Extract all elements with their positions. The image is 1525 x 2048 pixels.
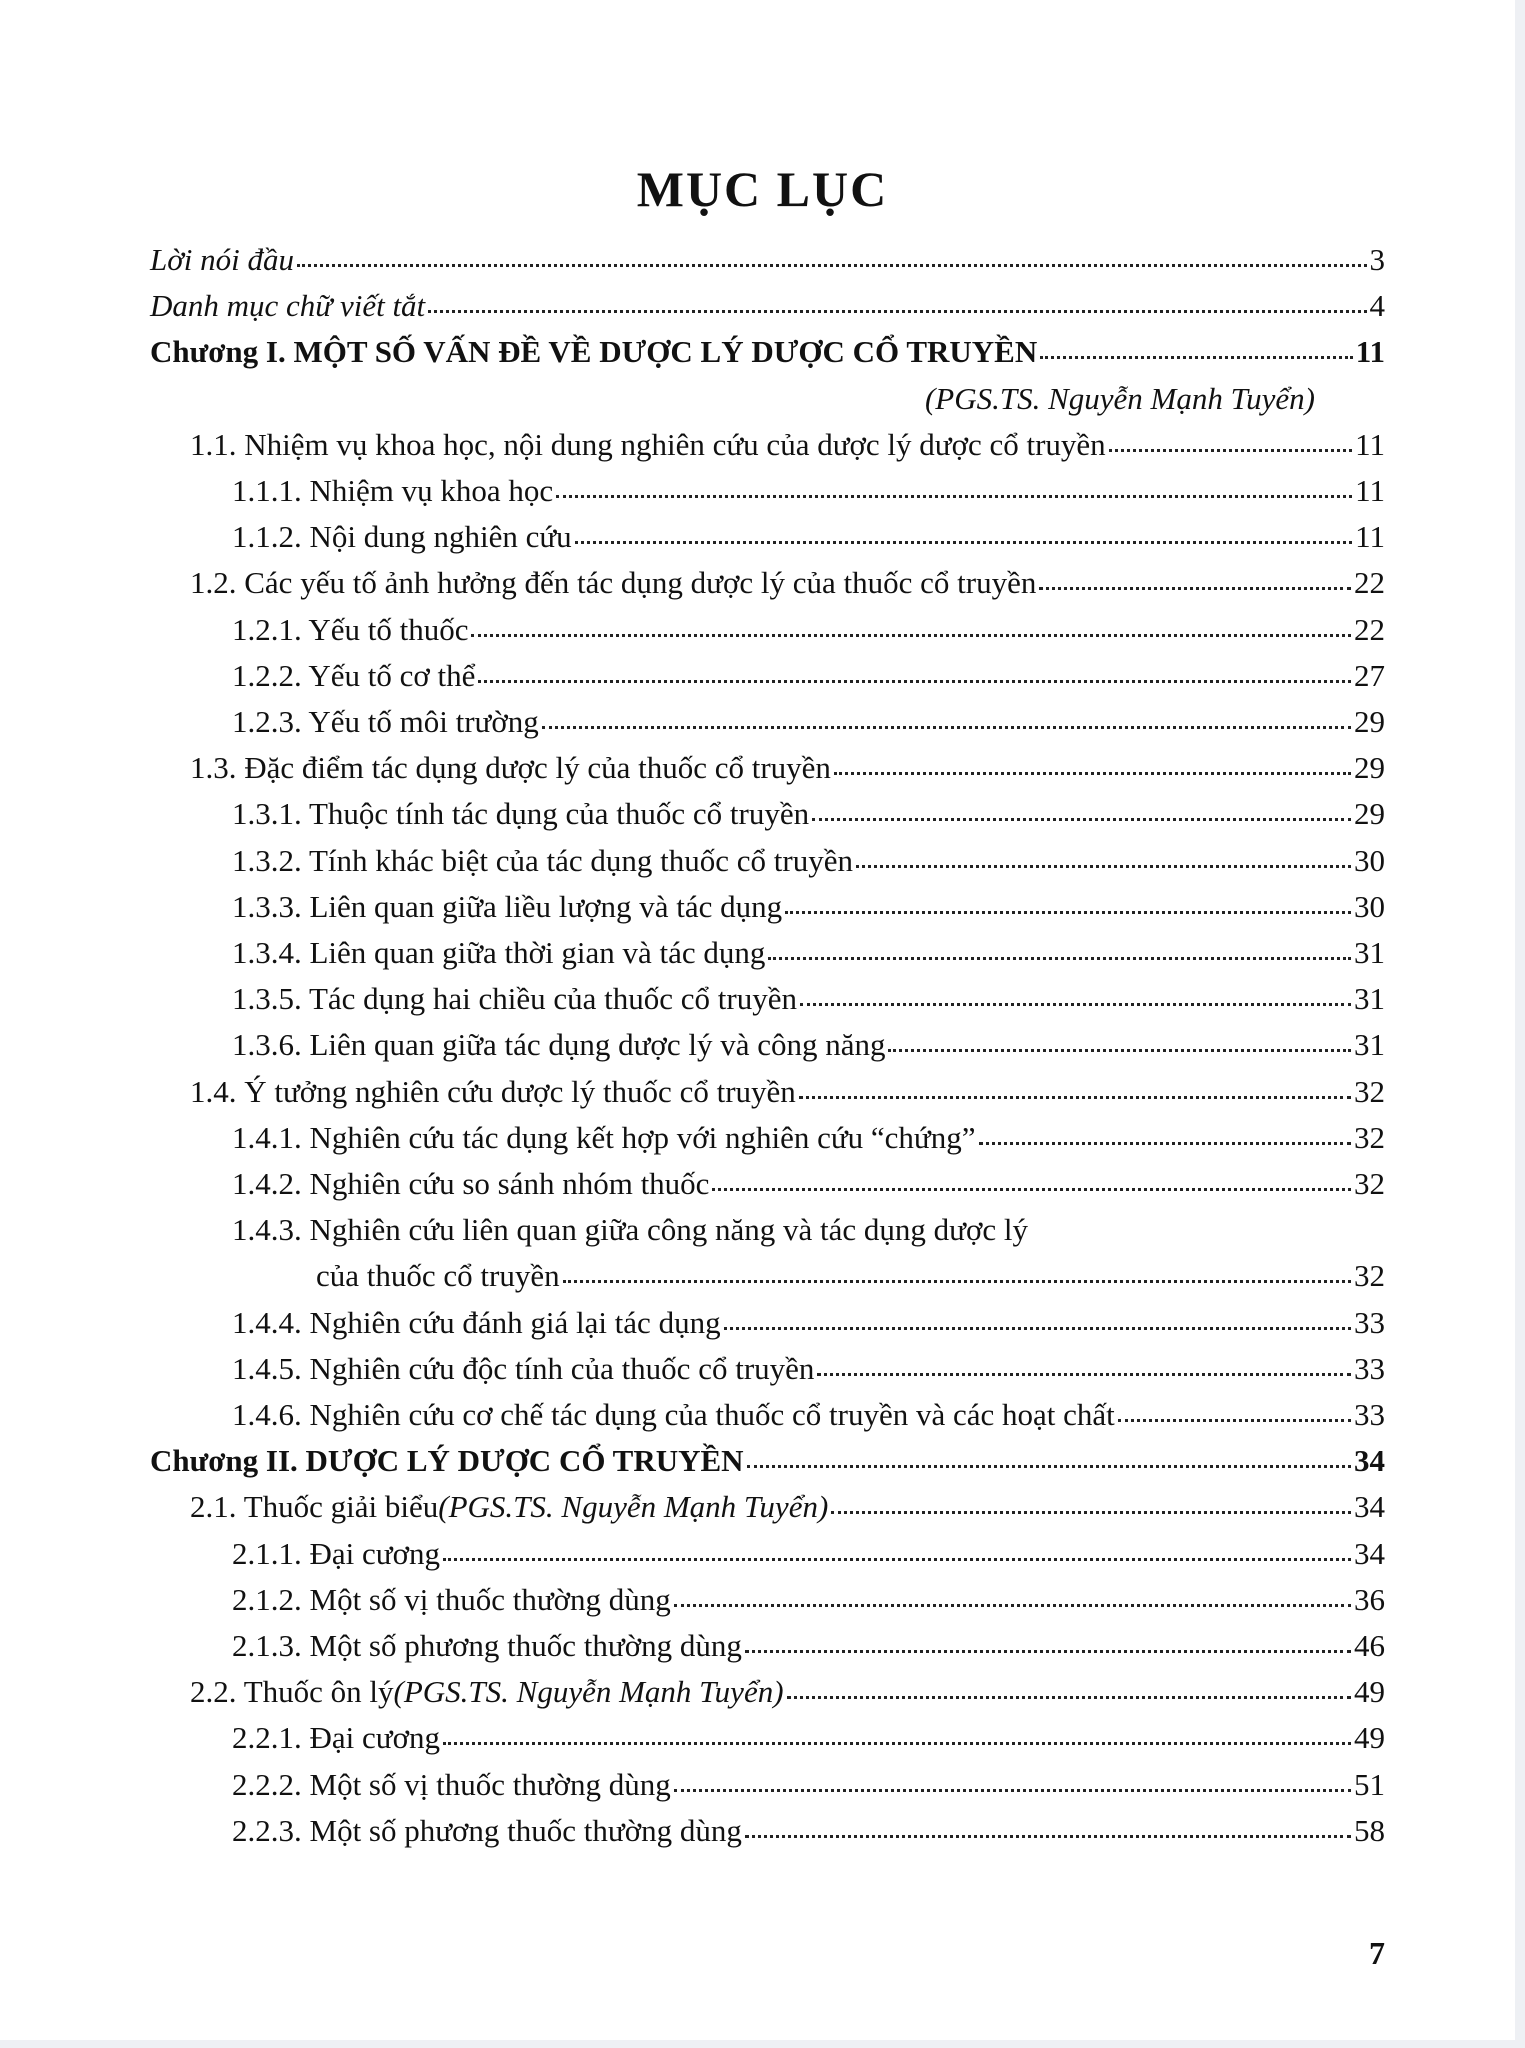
toc-entry[interactable]	[316, 1258, 1385, 1304]
toc-entry[interactable]	[232, 473, 1385, 519]
toc-entry[interactable]	[190, 1489, 1385, 1535]
toc-entry[interactable]	[232, 889, 1385, 935]
dot-leader	[575, 541, 1352, 544]
dot-leader	[979, 1142, 1352, 1145]
dot-leader	[471, 634, 1351, 637]
toc-entry-label: Chương II. DƯỢC LÝ DƯỢC CỔ TRUYỀN	[150, 1443, 744, 1479]
toc-entry[interactable]	[232, 1582, 1385, 1628]
toc-entry[interactable]	[232, 1397, 1385, 1443]
dot-leader	[724, 1327, 1351, 1330]
dot-leader	[787, 1696, 1351, 1699]
toc-page-number: 32	[1354, 1073, 1385, 1109]
toc-page-number: 49	[1354, 1674, 1385, 1710]
toc-page-number: 11	[1355, 426, 1385, 462]
dot-leader	[1039, 587, 1351, 590]
toc-entry-label: 2.2. Thuốc ôn lý	[190, 1674, 394, 1710]
dot-leader	[785, 911, 1351, 914]
toc-entry-label: 1.4.2. Nghiên cứu so sánh nhóm thuốc	[232, 1166, 710, 1201]
toc-page-number: 34	[1354, 1489, 1385, 1525]
toc-page-number: 34	[1354, 1443, 1385, 1479]
page-title: MỤC LỤC	[636, 161, 889, 217]
dot-leader	[834, 772, 1351, 775]
toc-page-number: 33	[1354, 1304, 1385, 1340]
toc-entry-label: 1.4.4. Nghiên cứu đánh giá lại tác dụng	[232, 1304, 721, 1340]
dot-leader	[831, 1511, 1351, 1514]
dot-leader	[674, 1604, 1351, 1607]
toc-page-number: 49	[1354, 1720, 1385, 1756]
toc-entry[interactable]	[150, 242, 1385, 288]
dot-leader	[712, 1188, 1351, 1191]
dot-leader	[1118, 1419, 1351, 1422]
toc-entry[interactable]	[232, 519, 1385, 565]
scan-edge	[1515, 0, 1525, 2048]
toc-page-number: 29	[1354, 750, 1385, 786]
toc-page-number: 29	[1354, 704, 1385, 739]
toc-entry[interactable]	[232, 935, 1385, 981]
toc-entry-label: 1.2.2. Yếu tố cơ thể	[232, 657, 476, 693]
toc-page-number: 4	[1369, 288, 1385, 324]
dot-leader	[443, 1742, 1351, 1745]
toc-entry[interactable]	[232, 1027, 1385, 1073]
dot-leader	[563, 1280, 1351, 1283]
toc-entry[interactable]	[232, 843, 1385, 889]
toc-entry-label: 2.1. Thuốc giải biểu	[190, 1489, 439, 1525]
toc-page-number: 34	[1354, 1535, 1385, 1571]
dot-leader	[745, 1835, 1351, 1838]
toc-entry-label: 2.1.1. Đại cương	[232, 1535, 440, 1571]
dot-leader	[817, 1373, 1351, 1376]
toc-entry[interactable]	[232, 1351, 1385, 1397]
toc-entry[interactable]	[150, 288, 1385, 334]
toc-entry[interactable]	[190, 565, 1385, 611]
toc-page-number: 36	[1354, 1581, 1385, 1617]
dot-leader	[542, 726, 1351, 729]
toc-page-number: 30	[1354, 888, 1385, 924]
dot-leader	[745, 1650, 1351, 1653]
toc-page-number: 11	[1355, 519, 1385, 555]
toc-entry[interactable]	[232, 1212, 1385, 1258]
toc-page-number: 27	[1354, 657, 1385, 693]
toc-entry-label: 1.3.5. Tác dụng hai chiều của thuốc cổ truyền	[232, 981, 797, 1017]
toc-entry-label: 1.2.3. Yếu tố môi trường	[232, 704, 539, 739]
toc-page-number: 58	[1354, 1812, 1385, 1848]
toc-page-number: 29	[1354, 796, 1385, 832]
toc-chapter-entry[interactable]	[150, 334, 1385, 380]
toc-page-number: 11	[1355, 334, 1385, 370]
toc-entry-label: 1.4. Ý tưởng nghiên cứu dược lý thuốc cổ truyền	[190, 1073, 796, 1109]
toc-page-number: 31	[1354, 1027, 1385, 1063]
toc-page-number: 22	[1354, 611, 1385, 647]
toc-entry[interactable]	[232, 704, 1385, 750]
toc-entry-label: Lời nói đầu	[150, 242, 295, 277]
toc-entry[interactable]	[190, 1074, 1385, 1120]
toc-entry[interactable]	[232, 612, 1385, 658]
toc-entry-label: 1.3.4. Liên quan giữa thời gian và tác dụng	[232, 935, 766, 970]
dot-leader	[1109, 449, 1352, 452]
toc-entry[interactable]	[190, 427, 1385, 473]
toc-entry[interactable]	[232, 658, 1385, 704]
page-number: 7	[1369, 1935, 1385, 1971]
toc-entry-label: 1.2. Các yếu tố ảnh hưởng đến tác dụng dược lý của thuốc cổ truyền	[190, 565, 1037, 601]
toc-chapter-entry[interactable]	[150, 1443, 1385, 1489]
toc-page-number: 46	[1354, 1628, 1385, 1663]
dot-leader	[856, 865, 1351, 868]
toc-entry-author: (PGS.TS. Nguyễn Mạnh Tuyển)	[393, 1674, 784, 1710]
toc-entry-label: 1.3.1. Thuộc tính tác dụng của thuốc cổ truyền	[232, 796, 810, 832]
toc-page-number: 32	[1354, 1166, 1385, 1201]
dot-leader	[443, 1558, 1351, 1561]
toc-entry-label: 1.1. Nhiệm vụ khoa học, nội dung nghiên cứu của dược lý dược cổ truyền	[190, 426, 1106, 462]
toc-entry-label: 1.3.6. Liên quan giữa tác dụng dược lý và công năng	[232, 1027, 886, 1063]
toc-entry[interactable]	[232, 1813, 1385, 1859]
scan-edge-bottom	[0, 2040, 1525, 2048]
toc-entry-label: 1.4.3. Nghiên cứu liên quan giữa công năng và tác dụng dược lý	[232, 1212, 1028, 1248]
toc-page-number: 11	[1355, 473, 1385, 508]
toc-entry-label: 1.3.2. Tính khác biệt của tác dụng thuốc cổ truyền	[232, 842, 853, 878]
dot-leader	[768, 957, 1351, 960]
toc-entry[interactable]	[232, 1120, 1385, 1166]
toc-entry[interactable]	[190, 750, 1385, 796]
dot-leader	[800, 1003, 1351, 1006]
toc-entry-label: 1.3. Đặc điểm tác dụng dược lý của thuốc cổ truyền	[190, 750, 831, 786]
toc-entry[interactable]	[232, 1166, 1385, 1212]
toc-entry[interactable]	[232, 1536, 1385, 1582]
toc-entry-label: 2.2.3. Một số phương thuốc thường dùng	[232, 1812, 742, 1848]
toc-entry-label: 1.4.5. Nghiên cứu độc tính của thuốc cổ truyền	[232, 1350, 815, 1386]
toc-entry-label: Chương I. MỘT SỐ VẤN ĐỀ VỀ DƯỢC LÝ DƯỢC CỔ TRUYỀN	[150, 334, 1038, 370]
dot-leader	[556, 495, 1352, 498]
toc-page-number: 30	[1354, 842, 1385, 878]
toc-entry-label: 1.4.6. Nghiên cứu cơ chế tác dụng của thuốc cổ truyền và các hoạt chất	[232, 1397, 1115, 1432]
dot-leader	[812, 818, 1351, 821]
toc-page-number: 32	[1354, 1119, 1385, 1155]
toc-entry-label: 1.1.1. Nhiệm vụ khoa học	[232, 473, 554, 508]
dot-leader	[1040, 356, 1352, 359]
toc-page-number: 31	[1354, 935, 1385, 970]
toc-entry-author: (PGS.TS. Nguyễn Mạnh Tuyển)	[438, 1489, 829, 1525]
dot-leader	[888, 1049, 1351, 1052]
toc-entry[interactable]	[232, 1305, 1385, 1351]
dot-leader	[428, 310, 1366, 313]
toc-page-number: 3	[1369, 242, 1385, 277]
toc-page-number: 22	[1354, 565, 1385, 601]
toc-page-number: 33	[1354, 1397, 1385, 1432]
chapter-author: (PGS.TS. Nguyễn Mạnh Tuyển)	[924, 380, 1315, 416]
toc-entry-label: 2.1.3. Một số phương thuốc thường dùng	[232, 1628, 742, 1663]
toc-page-number: 31	[1354, 981, 1385, 1017]
toc-entry-label: 2.2.2. Một số vị thuốc thường dùng	[232, 1766, 671, 1802]
toc-entry-label: 1.1.2. Nội dung nghiên cứu	[232, 519, 572, 555]
toc-entry[interactable]	[232, 981, 1385, 1027]
toc-entry[interactable]	[190, 1674, 1385, 1720]
dot-leader	[297, 264, 1366, 267]
toc-entry-label: 1.2.1. Yếu tố thuốc	[232, 611, 469, 647]
dot-leader	[478, 680, 1351, 683]
toc-entry-label: Danh mục chữ viết tắt	[150, 288, 426, 324]
toc-entry-label: 2.1.2. Một số vị thuốc thường dùng	[232, 1581, 671, 1617]
toc-entry[interactable]	[232, 1628, 1385, 1674]
toc-page-number: 51	[1354, 1766, 1385, 1802]
toc-entry[interactable]	[232, 1720, 1385, 1766]
toc-entry[interactable]	[232, 796, 1385, 842]
toc-entry-label: 1.4.1. Nghiên cứu tác dụng kết hợp với nghiên cứu “chứng”	[232, 1119, 976, 1155]
toc-page-number: 33	[1354, 1350, 1385, 1386]
dot-leader	[799, 1096, 1351, 1099]
dot-leader	[747, 1465, 1351, 1468]
toc-entry-label: 1.3.3. Liên quan giữa liều lượng và tác dụng	[232, 888, 783, 924]
toc-entry-label: của thuốc cổ truyền	[316, 1258, 560, 1294]
toc-page-number: 32	[1354, 1258, 1385, 1294]
toc-entry[interactable]	[232, 1767, 1385, 1813]
toc-entry-label: 2.2.1. Đại cương	[232, 1720, 440, 1756]
dot-leader	[674, 1789, 1351, 1792]
